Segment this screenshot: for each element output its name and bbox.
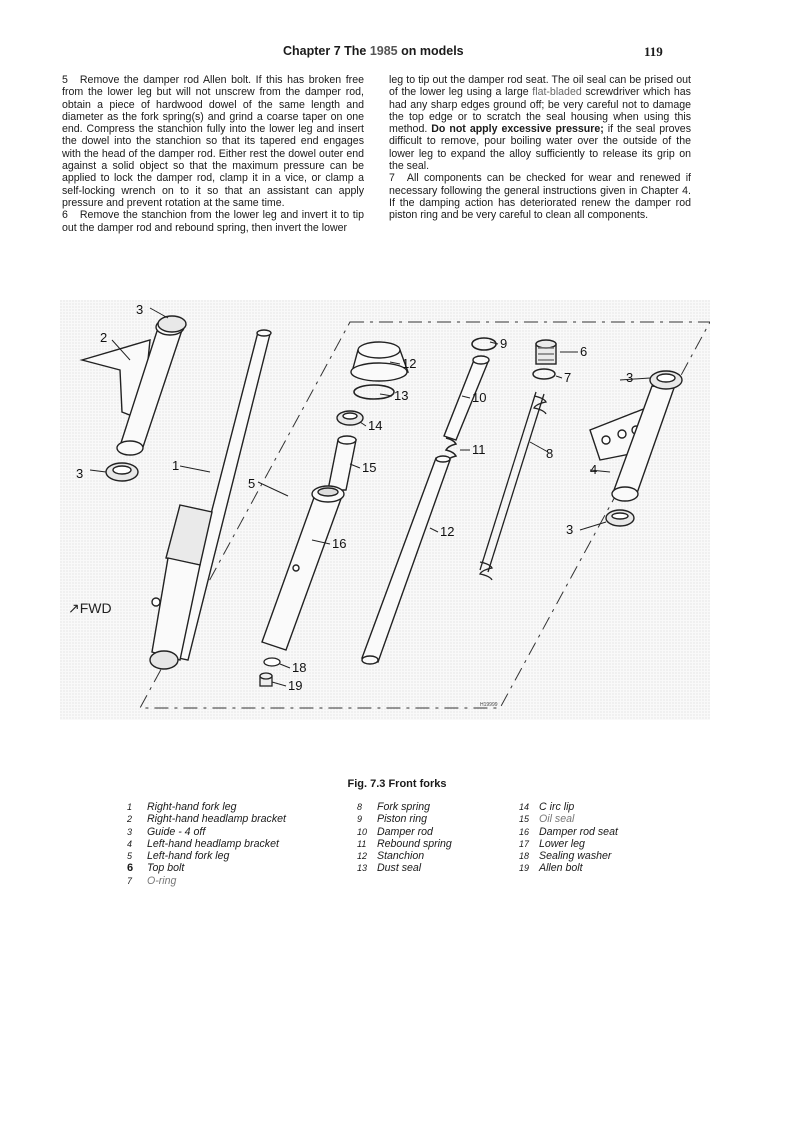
paragraph-number: 5 xyxy=(62,74,68,86)
sealing-washer xyxy=(264,658,280,666)
legend-number: 5 xyxy=(127,851,133,862)
legend-number: 7 xyxy=(127,875,133,886)
callout-3: 3 xyxy=(566,522,574,537)
legend-text: Left-hand fork leg xyxy=(147,850,230,863)
legend-number: 14 xyxy=(519,802,530,812)
legend-item xyxy=(127,838,286,850)
legend-item xyxy=(357,813,452,825)
paragraph-6-continued xyxy=(389,74,691,172)
legend-number: 1 xyxy=(127,802,133,812)
left-text-column xyxy=(62,74,364,234)
legend-item xyxy=(519,850,618,862)
legend-number: 8 xyxy=(357,802,363,812)
legend-column-1 xyxy=(127,801,286,887)
legend-text: O-ring xyxy=(147,874,177,887)
legend-text: Left-hand headlamp bracket xyxy=(147,837,279,850)
arrow-icon: ↗ xyxy=(68,600,80,616)
callout-17: 16 xyxy=(332,536,347,551)
legend-number: 4 xyxy=(127,838,133,849)
callout-14: 13 xyxy=(394,388,409,403)
legend-number: 10 xyxy=(357,826,368,837)
allen-bolt xyxy=(260,673,272,686)
legend-text: Right-hand headlamp bracket xyxy=(147,813,286,826)
legend-number: 11 xyxy=(357,838,367,849)
callout-7: 7 xyxy=(564,370,572,385)
callout-3: 3 xyxy=(76,466,84,481)
legend-text: Fork spring xyxy=(377,801,430,813)
guide xyxy=(606,510,634,526)
legend-number: 15 xyxy=(519,814,530,825)
legend-text: Top bolt xyxy=(147,862,185,875)
callout-9: 9 xyxy=(500,336,508,351)
callout-15: 14 xyxy=(368,418,383,433)
legend-number: 6 xyxy=(127,862,134,875)
forward-indicator xyxy=(68,600,112,617)
chapter-title-year: 1985 xyxy=(369,44,398,58)
legend-item xyxy=(127,813,286,825)
paragraph-number: 7 xyxy=(389,172,395,185)
front-forks-diagram xyxy=(60,300,710,720)
warning-text: Do not apply excessive pressure; xyxy=(431,123,604,136)
chapter-title-prefix: Chapter 7 The xyxy=(283,44,370,58)
legend-item xyxy=(357,862,452,874)
page-header xyxy=(0,44,794,64)
callout-12: 12 xyxy=(440,524,455,539)
legend-text: Lower leg xyxy=(539,837,585,850)
oil-seal xyxy=(337,411,363,425)
callout-16: 15 xyxy=(362,460,377,475)
legend-item xyxy=(127,862,286,874)
legend-text: Damper rod seat xyxy=(539,825,618,838)
legend-item xyxy=(519,813,618,825)
legend-number: 3 xyxy=(127,826,133,837)
legend-item xyxy=(357,801,452,813)
callout-19: 19 xyxy=(288,678,303,693)
legend-text: C irc lip xyxy=(539,801,575,813)
legend-number: 18 xyxy=(519,851,530,862)
callout-18: 18 xyxy=(292,660,307,675)
callout-2: 2 xyxy=(100,330,108,345)
legend-item xyxy=(519,801,618,813)
legend-text: Oil seal xyxy=(539,813,575,826)
legend-number: 19 xyxy=(519,863,530,874)
callout-11: 11 xyxy=(472,442,486,457)
paragraph-text: Remove the stanchion from the lower leg and invert it to tip out the damper rod and rebound spring, then invert the lower xyxy=(62,209,364,234)
legend-item xyxy=(357,838,452,850)
chapter-title xyxy=(283,44,464,58)
text-run-faint: flat-bladed xyxy=(532,86,582,99)
paragraph-text: Remove the damper rod Allen bolt. If this has broken free from the lower leg but will not unscrew from the damper rod, obtain a piece of hardwood dowel of the same length and diameter as the fork spring(s) and grind a coarse taper on one end. Compress the stanchion fully into the lower leg and insert the dowel into the stanchion so that its tapered end engages with the head of the damper rod. Either rest the dowel outer end against a solid object so that the maximum pressure can be applied to lock the damper rod, clamp it in a vice, or clamp a self-locking wrench on to it so that an assistant can apply pressure and prevent rotation at the same time. xyxy=(62,74,364,209)
callout-6: 6 xyxy=(580,344,588,359)
dust-seal xyxy=(351,342,408,381)
legend-item xyxy=(127,850,286,862)
legend-text: Stanchion xyxy=(377,850,425,863)
guide xyxy=(158,316,186,332)
callout-8: 8 xyxy=(546,446,554,461)
legend-text: Guide - 4 off xyxy=(147,825,206,838)
legend-text: Damper rod xyxy=(377,825,433,838)
paragraph-6 xyxy=(62,209,364,234)
text-run: screwdriver which has had any sharp edges ground off; be very careful not to damage the top edge or to scratch the seal housing when using this method. xyxy=(389,86,691,136)
legend-item xyxy=(127,875,286,887)
fwd-label: FWD xyxy=(79,600,112,616)
paragraph-7 xyxy=(389,172,691,221)
legend-item xyxy=(519,826,618,838)
legend-column-3 xyxy=(519,801,618,875)
guide xyxy=(106,463,138,481)
legend-text: Dust seal xyxy=(377,862,422,875)
legend-item xyxy=(127,801,286,813)
legend-text: Piston ring xyxy=(377,813,428,826)
exploded-view-drawing xyxy=(60,300,710,720)
legend-item xyxy=(519,838,618,850)
text-run: if the seal proves difficult to remove, pour boiling water over the outside of the lower leg to expand the alloy sufficiently to release its grip on the seal. xyxy=(389,123,691,173)
paragraph-5 xyxy=(62,74,364,209)
callout-3: 3 xyxy=(626,370,634,385)
legend-item xyxy=(127,826,286,838)
top-bolt xyxy=(536,340,556,364)
callout-10: 10 xyxy=(472,390,487,405)
guide xyxy=(650,371,682,389)
figure-caption: Fig. 7.3 Front forks xyxy=(347,778,447,790)
chapter-title-suffix: on models xyxy=(397,44,464,58)
text-run: leg to tip out the damper rod seat. The oil seal can be prised out of the lower leg using a large xyxy=(389,74,691,99)
paragraph-number: 6 xyxy=(62,209,68,222)
page-number: 119 xyxy=(644,44,663,59)
legend-number: 9 xyxy=(357,814,363,825)
callout-1: 1 xyxy=(172,458,180,473)
legend-column-2 xyxy=(357,801,452,875)
legend-item xyxy=(357,850,452,862)
legend-text: Allen bolt xyxy=(539,862,583,875)
figure-code: H19999 xyxy=(480,702,498,708)
legend-text: Right-hand fork leg xyxy=(147,801,237,813)
legend-item xyxy=(519,862,618,874)
legend-number: 16 xyxy=(519,826,530,837)
legend-text: Sealing washer xyxy=(539,850,612,863)
legend-number: 13 xyxy=(357,863,368,874)
callout-13: 12 xyxy=(402,356,417,371)
callout-4: 4 xyxy=(590,462,598,477)
paragraph-text: All components can be checked for wear and renewed if necessary following the general instructions given in Chapter 4. If the damping action has deteriorated renew the damper rod piston ring and be very careful to clean all components. xyxy=(389,172,691,222)
callout-3: 3 xyxy=(136,302,144,317)
legend-number: 17 xyxy=(519,838,530,849)
right-text-column xyxy=(389,74,691,222)
legend-text: Rebound spring xyxy=(377,837,452,850)
legend-item xyxy=(357,826,452,838)
legend-number: 2 xyxy=(127,814,133,825)
legend-number: 12 xyxy=(357,851,368,862)
callout-5: 5 xyxy=(248,476,256,491)
